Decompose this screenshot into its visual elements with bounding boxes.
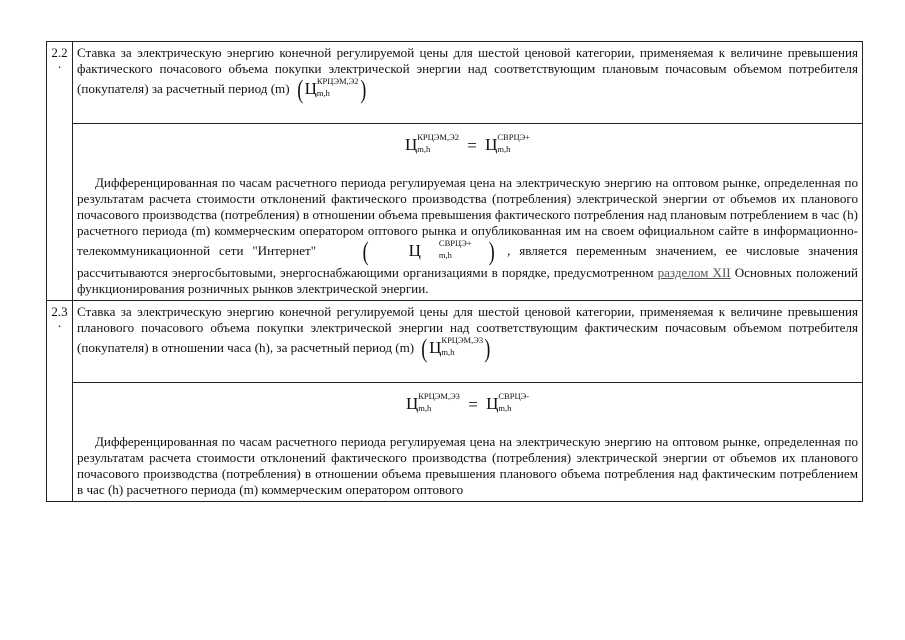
formula: [77, 386, 858, 434]
symbol-base: Ц: [429, 338, 442, 358]
row-heading: Ставка за электрическую энергию конечной регулируемой цены для шестой ценовой категории, применяемая к величине превышения планового почасового объема покупки электрической энергии над соответствующим фактическим почасовым объемом потребителя (покупателя) в отношении часа (h), за расчетный период (m): [77, 304, 858, 355]
description-paragraph: [77, 434, 858, 498]
equals-sign: =: [467, 136, 477, 155]
close-paren: ): [484, 334, 491, 363]
formula-lhs-base: Ц: [405, 394, 419, 414]
formula-rhs-superscript: СВРЦЭ-: [498, 391, 530, 402]
formula-rhs-base: Ц: [485, 135, 498, 155]
row-number: 2.2: [51, 45, 68, 60]
symbol-subscript: m,h: [441, 347, 455, 358]
row-body-cell: [73, 124, 863, 301]
symbol-superscript: КРЦЭМ,Э3: [441, 335, 484, 346]
symbol-subscript: m,h: [438, 250, 452, 261]
paragraph-text: Дифференцированная по часам расчетного периода регулируемая цена на электрическую энергию на оптовом рынке, определенная по результатам расчета стоимости отклонений фактического производства (потребления) электрической энергии от объемов их планового почасового производства (потребления) в отношении объема превышения фактического потребления над плановым потреблением в час (h) расчетного периода (m) коммерческим оператором оптового рынка и опубликованная им на своем официальном сайте в информационно-телекоммуникационной сети "Интернет": [77, 175, 858, 258]
formula-lhs-base: Ц: [404, 135, 418, 155]
formula-lhs-subscript: m,h: [417, 144, 431, 155]
row-number: 2.3: [51, 304, 68, 319]
section-link[interactable]: разделом XII: [657, 265, 731, 280]
paragraph-text: Дифференцированная по часам расчетного периода регулируемая цена на электрическую энергию на оптовом рынке, определенная по результатам расчета стоимости отклонений фактического производства (потребления) электрической энергии от объемов их планового почасового производства (потребления) в отношении объема превышения планового объема потребления над фактическим потреблением в час (h) расчетного периода (m) коммерческим оператором оптового: [77, 434, 858, 497]
formula-lhs-subscript: m,h: [418, 403, 432, 414]
open-paren: (: [297, 75, 304, 104]
paragraph-text: , является переменным значением, ее числовые значения рассчитываются энергосбытовыми, энергоснабжающими организациями в порядке, предусмотренном: [77, 243, 858, 280]
formula: [77, 127, 858, 175]
symbol-superscript: КРЦЭМ,Э2: [316, 76, 359, 87]
paragraph-text: Основных положений функционирования розничных рынков электрической энергии.: [77, 265, 858, 296]
table-row: [47, 301, 863, 383]
symbol-base: Ц: [408, 241, 421, 261]
row-number-cell: [47, 42, 73, 301]
equals-sign: =: [468, 395, 478, 414]
row-body-cell: [73, 383, 863, 502]
formula-rhs-superscript: СВРЦЭ+: [497, 132, 531, 143]
heading-formula-symbol: [296, 77, 367, 103]
open-paren: (: [362, 237, 369, 266]
close-paren: ): [488, 237, 495, 266]
formula-rhs-base: Ц: [486, 394, 499, 414]
table-row: [47, 124, 863, 301]
row-number-dot: .: [57, 56, 62, 71]
symbol-base: Ц: [304, 79, 317, 99]
table-row: [47, 383, 863, 502]
formula-rhs-subscript: m,h: [498, 403, 512, 414]
row-heading-cell: [73, 301, 863, 383]
row-number-cell: [47, 301, 73, 502]
paragraph-formula-symbol: [328, 239, 498, 265]
formula-lhs-superscript: КРЦЭМ,Э2: [417, 132, 459, 143]
heading-formula-symbol: [420, 336, 491, 362]
row-heading-cell: [73, 42, 863, 124]
row-heading: Ставка за электрическую энергию конечной регулируемой цены для шестой ценовой категории, применяемая к величине превышения фактического почасового объема покупки электрической энергии над соответствующим плановым почасовым объемом потребителя (покупателя) за расчетный период (m): [77, 45, 858, 96]
symbol-subscript: m,h: [316, 88, 330, 99]
description-paragraph: [77, 175, 858, 297]
row-number-dot: .: [57, 315, 62, 330]
formula-rhs-subscript: m,h: [497, 144, 511, 155]
close-paren: ): [359, 75, 366, 104]
tariff-table: [46, 41, 863, 502]
formula-lhs-superscript: КРЦЭМ,Э3: [418, 391, 460, 402]
open-paren: (: [421, 334, 428, 363]
symbol-superscript: СВРЦЭ+: [438, 238, 472, 249]
table-row: [47, 42, 863, 124]
